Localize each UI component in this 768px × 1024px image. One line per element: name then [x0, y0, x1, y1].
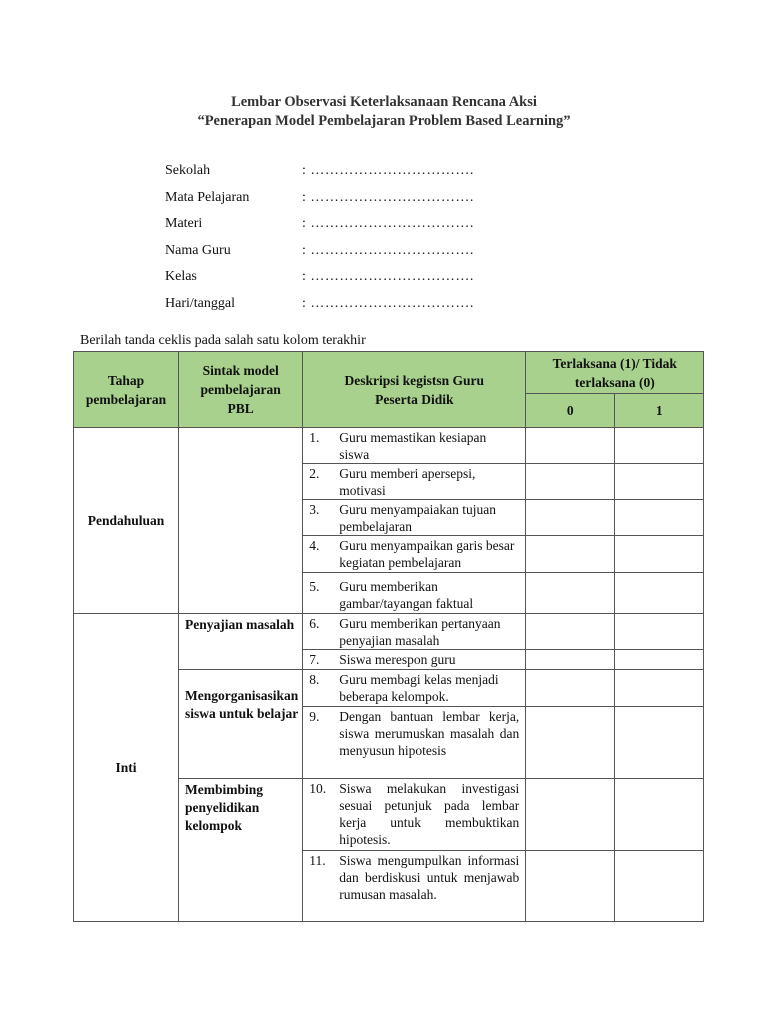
- activity-text: Dengan bantuan lembar kerja, siswa merumuskan masalah dan menyusun hipotesis: [339, 709, 520, 758]
- field-blank: : …………………………….: [302, 189, 474, 205]
- check-cell-1[interactable]: [615, 851, 704, 922]
- check-cell-0[interactable]: [526, 573, 615, 614]
- check-cell-1[interactable]: [615, 779, 704, 851]
- activity-text: Siswa melakukan investigasi sesuai petunjuk pada lembar kerja untuk membuktikan hipotesis.: [339, 781, 520, 847]
- activity-number: 10.: [309, 781, 327, 796]
- sintak-empty: [179, 428, 303, 614]
- activity-number: 2.: [309, 466, 320, 481]
- check-cell-1[interactable]: [615, 536, 704, 573]
- check-cell-1[interactable]: [615, 650, 704, 670]
- table-row: [74, 428, 704, 464]
- table-row: [74, 614, 704, 650]
- activity-cell: [303, 670, 526, 707]
- check-cell-1[interactable]: [615, 670, 704, 707]
- observation-table: [73, 351, 704, 922]
- document-title: Lembar Observasi Keterlaksanaan Rencana Aksi: [231, 94, 537, 110]
- check-cell-1[interactable]: [615, 707, 704, 779]
- check-cell-1[interactable]: [615, 500, 704, 536]
- document-subtitle: “Penerapan Model Pembelajaran Problem Based Learning”: [197, 113, 571, 129]
- sintak-penyajian-masalah: Penyajian masalah: [179, 614, 303, 670]
- check-cell-0[interactable]: [526, 464, 615, 500]
- header-col-1: 1: [615, 394, 704, 428]
- activity-number: 9.: [309, 709, 320, 724]
- field-label: Hari/tanggal: [165, 295, 235, 311]
- activity-text: Siswa mengumpulkan informasi dan berdiskusi untuk menjawab rumusan masalah.: [339, 853, 520, 902]
- activity-cell: [303, 573, 526, 614]
- activity-text: Guru membagi kelas menjadi beberapa kelompok.: [339, 672, 499, 704]
- field-materi: [165, 216, 474, 243]
- activity-text: Guru memastikan kesiapan siswa: [339, 430, 487, 462]
- activity-number: 7.: [309, 652, 320, 667]
- check-cell-0[interactable]: [526, 650, 615, 670]
- check-cell-0[interactable]: [526, 500, 615, 536]
- check-cell-0[interactable]: [526, 707, 615, 779]
- activity-number: 3.: [309, 502, 320, 517]
- sintak-membimbing: Membimbing penyelidikan kelompok: [179, 779, 303, 922]
- activity-text: Siswa merespon guru: [339, 652, 456, 667]
- check-cell-0[interactable]: [526, 851, 615, 922]
- activity-text: Guru menyampaikan garis besar kegiatan pembelajaran: [339, 538, 515, 570]
- activity-text: Guru menyampaiakan tujuan pembelajaran: [339, 502, 496, 534]
- field-label: Materi: [165, 216, 203, 232]
- check-cell-0[interactable]: [526, 536, 615, 573]
- field-blank: : …………………………….: [302, 163, 474, 178]
- field-sekolah: [165, 163, 474, 190]
- activity-cell: [303, 779, 526, 851]
- check-cell-1[interactable]: [615, 573, 704, 614]
- identity-fields: [165, 163, 474, 323]
- header-row: [74, 352, 704, 394]
- activity-cell: [303, 536, 526, 573]
- field-mata-pelajaran: [165, 190, 474, 217]
- header-terlaksana: Terlaksana (1)/ Tidak terlaksana (0): [526, 352, 704, 394]
- activity-cell: [303, 707, 526, 779]
- activity-cell: [303, 428, 526, 464]
- activity-cell: [303, 464, 526, 500]
- activity-cell: [303, 614, 526, 650]
- check-cell-0[interactable]: [526, 614, 615, 650]
- activity-number: 4.: [309, 538, 320, 553]
- field-nama-guru: [165, 243, 474, 270]
- sintak-mengorganisasikan: Mengorganisasikan siswa untuk belajar: [179, 670, 303, 779]
- activity-number: 6.: [309, 616, 320, 631]
- field-label: Sekolah: [165, 163, 211, 178]
- activity-number: 11.: [309, 853, 326, 868]
- activity-number: 8.: [309, 672, 320, 687]
- field-label: Nama Guru: [165, 242, 231, 258]
- activity-cell: [303, 500, 526, 536]
- stage-inti: Inti: [74, 614, 179, 922]
- stage-pendahuluan: Pendahuluan: [74, 428, 179, 614]
- activity-text: Guru memberikan gambar/tayangan faktual: [339, 579, 474, 611]
- check-cell-0[interactable]: [526, 670, 615, 707]
- header-tahap: Tahap pembelajaran: [74, 352, 179, 428]
- instruction-text: Berilah tanda ceklis pada salah satu kolom terakhir: [80, 333, 366, 348]
- activity-cell: [303, 650, 526, 670]
- activity-number: 1.: [309, 430, 320, 445]
- header-sintak: Sintak model pembelajaran PBL: [179, 352, 303, 428]
- field-blank: : …………………………….: [302, 269, 474, 285]
- activity-number: 5.: [309, 579, 320, 594]
- check-cell-1[interactable]: [615, 464, 704, 500]
- field-blank: : …………………………….: [302, 216, 474, 232]
- header-col-0: 0: [526, 394, 615, 428]
- field-hari-tanggal: [165, 296, 474, 323]
- field-kelas: [165, 269, 474, 296]
- activity-cell: [303, 851, 526, 922]
- check-cell-1[interactable]: [615, 428, 704, 464]
- activity-text: Guru memberikan pertanyaan penyajian masalah: [339, 616, 501, 648]
- check-cell-0[interactable]: [526, 428, 615, 464]
- check-cell-1[interactable]: [615, 614, 704, 650]
- check-cell-0[interactable]: [526, 779, 615, 851]
- field-blank: : …………………………….: [302, 295, 474, 311]
- field-label: Mata Pelajaran: [165, 189, 250, 205]
- field-blank: : …………………………….: [302, 242, 474, 258]
- header-deskripsi: Deskripsi kegistsn Guru Peserta Didik: [303, 352, 526, 428]
- field-label: Kelas: [165, 269, 197, 285]
- activity-text: Guru memberi apersepsi, motivasi: [339, 466, 476, 498]
